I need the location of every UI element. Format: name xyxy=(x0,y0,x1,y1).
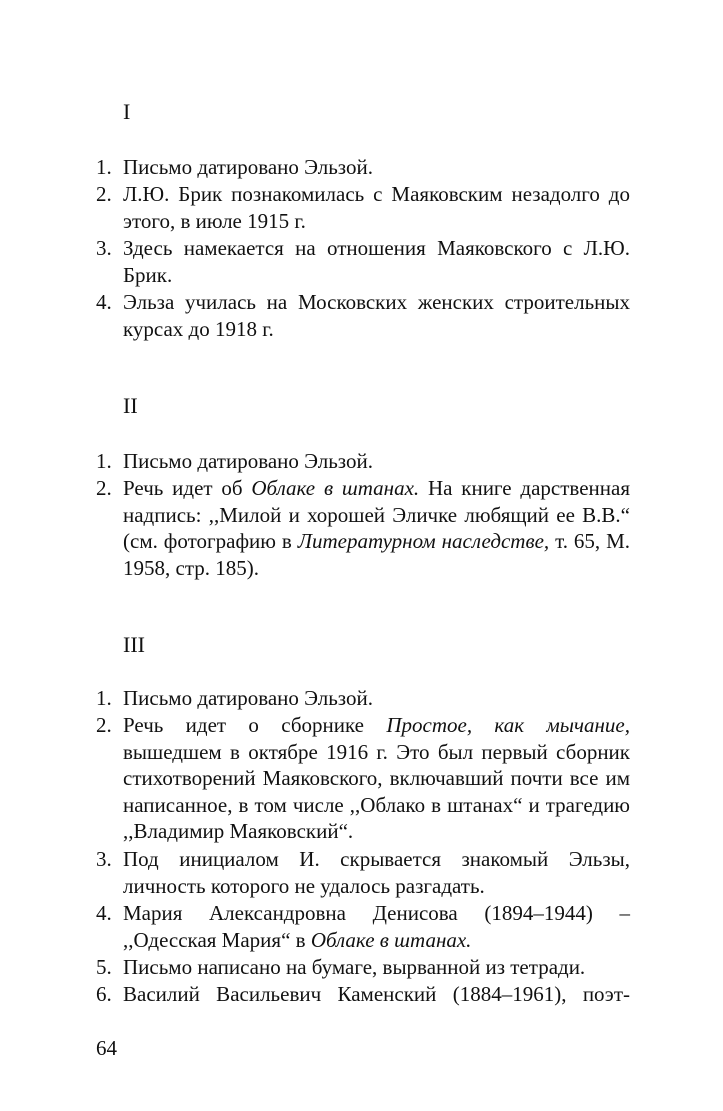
note-3-5 xyxy=(96,954,630,981)
note-3-4 xyxy=(96,900,630,953)
note-number: 3. xyxy=(96,236,112,260)
text-run: На книге дарственная надпись: ,,Милой и хорошей Эличке любящий ее В.В.“ (см. фотографию в xyxy=(123,476,630,553)
note-3-2 xyxy=(96,712,630,845)
note-number: 6. xyxy=(96,982,112,1006)
note-text: Письмо датировано Эльзой. xyxy=(123,155,373,179)
note-number: 4. xyxy=(96,290,112,314)
note-1-3 xyxy=(96,235,630,288)
note-text: Под инициалом И. скрывается знакомый Эльзы, личность которого не удалось разгадать. xyxy=(123,847,630,898)
book-title: Облаке в штанах. xyxy=(310,927,472,952)
note-number: 2. xyxy=(96,476,112,500)
note-number: 4. xyxy=(96,901,112,925)
journal-title: Литературном наследстве, xyxy=(297,529,550,553)
note-1-4 xyxy=(96,289,630,342)
note-number: 1. xyxy=(96,686,112,710)
note-number: 3. xyxy=(96,847,112,871)
text-run: т. 65, М. 1958, стр. 185). xyxy=(123,529,630,580)
note-text: Здесь намекается на отношения Маяковского с Л.Ю. Брик. xyxy=(123,236,630,287)
note-2-2 xyxy=(96,475,630,581)
note-number: 1. xyxy=(96,155,112,179)
note-number: 5. xyxy=(96,955,112,979)
page-number: 64 xyxy=(96,1036,117,1060)
section-heading-3: III xyxy=(123,632,145,657)
note-text xyxy=(123,900,630,953)
section-heading-1: I xyxy=(123,99,131,124)
text-run: Мария Александровна Денисова (1894–1944) – ,,Одесская Мария“ в xyxy=(123,901,630,952)
note-text: Письмо написано на бумаге, вырванной из тетради. xyxy=(123,955,586,979)
note-text: Письмо датировано Эльзой. xyxy=(123,449,373,473)
section-heading-2: II xyxy=(123,393,138,418)
note-number: 2. xyxy=(96,182,112,206)
note-number: 1. xyxy=(96,449,112,473)
note-3-6 xyxy=(96,981,630,1008)
note-text: Л.Ю. Брик познакомилась с Маяковским незадолго до этого, в июле 1915 г. xyxy=(123,182,630,233)
note-text: Эльза училась на Московских женских строительных курсах до 1918 г. xyxy=(123,290,630,341)
note-3-3 xyxy=(96,846,630,899)
note-1-2 xyxy=(96,181,630,234)
text-run: вышедшем в октябре 1916 г. Это был первый сборник стихотворений Маяковского, включавший почти все им написанное, в том числе ,,Облако в штанах“ и трагедию ,,Владимир Маяковский“. xyxy=(123,739,630,843)
note-1-1 xyxy=(96,154,630,181)
note-3-1 xyxy=(96,685,630,712)
note-2-1 xyxy=(96,448,630,475)
book-title: Простое, как мычание, xyxy=(386,713,630,737)
text-run: Речь идет об xyxy=(123,476,252,500)
note-text xyxy=(123,475,630,581)
note-text xyxy=(123,712,630,845)
note-number: 2. xyxy=(96,713,112,737)
note-text: Письмо датировано Эльзой. xyxy=(123,686,373,710)
book-title: Облаке в штанах. xyxy=(251,476,420,500)
note-text: Василий Васильевич Каменский (1884–1961), поэт- xyxy=(123,982,630,1006)
text-run: Речь идет о сборнике xyxy=(123,713,387,737)
